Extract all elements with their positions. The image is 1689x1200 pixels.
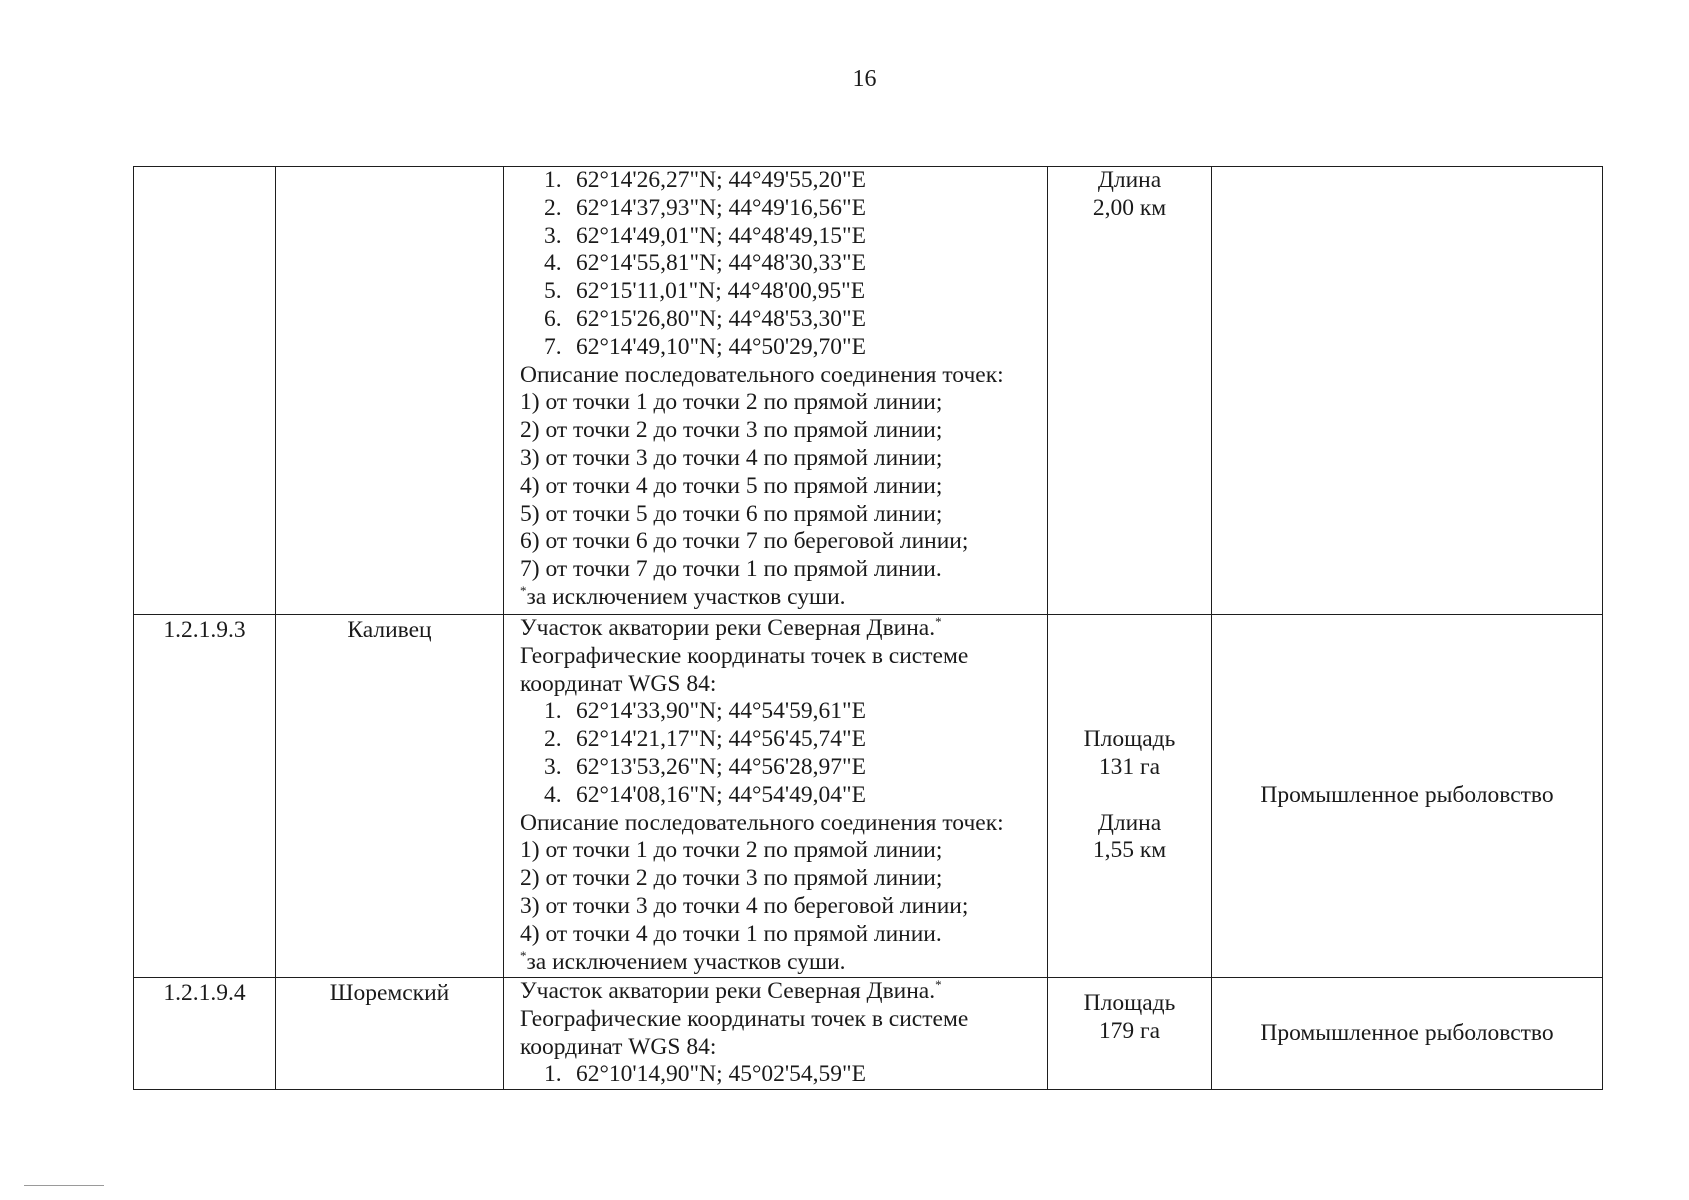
page-number: 16: [852, 66, 877, 92]
table-row: [134, 978, 1603, 1090]
coordinate-point: 3. 62°13'53,26"N; 44°56'28,97"E: [544, 753, 866, 780]
row-description-cell: [504, 978, 1048, 1090]
coordinate-point: 1. 62°10'14,90"N; 45°02'54,59"E: [544, 1061, 866, 1088]
connection-line: 3) от точки 3 до точки 4 по прямой линии;: [520, 444, 943, 471]
table-row: [134, 167, 1603, 615]
area-label: Площадь: [1083, 726, 1176, 753]
connection-line: 7) от точки 7 до точки 1 по прямой линии.: [520, 556, 942, 583]
area-intro: координат WGS 84:: [520, 670, 717, 697]
area-intro: Участок акватории реки Северная Двина.*: [520, 977, 942, 1004]
scan-mark: [24, 1185, 104, 1186]
area-intro: Географические координаты точек в системе: [520, 642, 969, 669]
connection-line: 6) от точки 6 до точки 7 по береговой линии;: [520, 528, 969, 555]
length-label: Длина: [1097, 809, 1162, 836]
connection-title: Описание последовательного соединения точек:: [520, 809, 1004, 836]
coordinate-point: 5. 62°15'11,01"N; 44°48'00,95"E: [544, 278, 866, 305]
area-value: 179 га: [1098, 1017, 1161, 1044]
connection-line: 2) от точки 2 до точки 3 по прямой линии;: [520, 865, 943, 892]
row-description-cell: [504, 615, 1048, 978]
row-use-cell: Промышленное рыболовство: [1212, 615, 1603, 978]
row-number-cell: 1.2.1.9.4: [134, 978, 276, 1090]
area-intro: координат WGS 84:: [520, 1033, 717, 1060]
row-number-cell: [134, 167, 276, 615]
row-description-cell: [504, 167, 1048, 615]
area-intro: Географические координаты точек в системе: [520, 1005, 969, 1032]
length-value: 2,00 км: [1092, 194, 1167, 221]
length-value: 1,55 км: [1092, 837, 1167, 864]
connection-line: 4) от точки 4 до точки 5 по прямой линии;: [520, 472, 943, 499]
footnote: *за исключением участков суши.: [520, 947, 846, 975]
connection-line: 4) от точки 4 до точки 1 по прямой линии.: [520, 920, 942, 947]
coordinate-point: 2. 62°14'21,17"N; 44°56'45,74"E: [544, 726, 866, 753]
row-number-cell: 1.2.1.9.3: [134, 615, 276, 978]
fishing-areas-table: [133, 166, 1603, 1090]
row-measure-cell: [1048, 978, 1212, 1090]
coordinate-point: 6. 62°15'26,80"N; 44°48'53,30"E: [544, 305, 866, 332]
connection-title: Описание последовательного соединения точек:: [520, 361, 1004, 388]
connection-line: 1) от точки 1 до точки 2 по прямой линии;: [520, 837, 943, 864]
row-measure-cell: [1048, 167, 1212, 615]
connection-line: 5) от точки 5 до точки 6 по прямой линии;: [520, 500, 943, 527]
coordinate-point: 4. 62°14'08,16"N; 44°54'49,04"E: [544, 781, 866, 808]
coordinate-point: 1. 62°14'26,27"N; 44°49'55,20"E: [544, 167, 866, 193]
coordinate-point: 3. 62°14'49,01"N; 44°48'49,15"E: [544, 222, 866, 249]
row-name-cell: Каливец: [276, 615, 504, 978]
table-row: [134, 615, 1603, 978]
length-label: Длина: [1097, 167, 1162, 193]
connection-line: 1) от точки 1 до точки 2 по прямой линии;: [520, 389, 943, 416]
row-name-cell: Шоремский: [276, 978, 504, 1090]
connection-line: 3) от точки 3 до точки 4 по береговой линии;: [520, 892, 969, 919]
area-label: Площадь: [1083, 990, 1176, 1016]
row-use-cell: [1212, 167, 1603, 615]
coordinate-point: 1. 62°14'33,90"N; 44°54'59,61"E: [544, 698, 866, 725]
row-name-cell: [276, 167, 504, 615]
connection-line: 2) от точки 2 до точки 3 по прямой линии;: [520, 417, 943, 444]
coordinate-point: 2. 62°14'37,93"N; 44°49'16,56"E: [544, 194, 866, 221]
row-use-cell: Промышленное рыболовство: [1212, 978, 1603, 1090]
area-value: 131 га: [1098, 753, 1161, 780]
coordinate-point: 7. 62°14'49,10"N; 44°50'29,70"E: [544, 333, 866, 360]
footnote: *за исключением участков суши.: [520, 583, 846, 610]
row-measure-cell: [1048, 615, 1212, 978]
area-intro: Участок акватории реки Северная Двина.*: [520, 614, 942, 641]
coordinate-point: 4. 62°14'55,81"N; 44°48'30,33"E: [544, 250, 866, 277]
